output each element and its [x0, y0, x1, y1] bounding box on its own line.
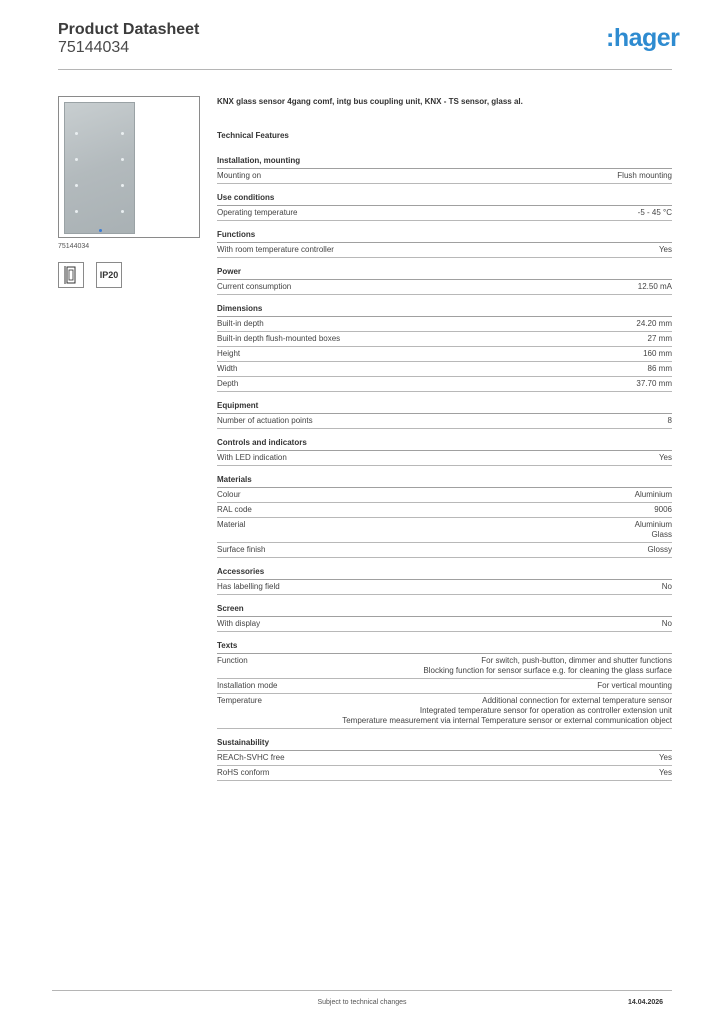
- feature-values: [257, 520, 672, 540]
- footer-date: 14.04.2026: [628, 999, 664, 1006]
- feature-value: 160 mm: [643, 349, 672, 358]
- hager-logo: [592, 24, 680, 56]
- feature-values: [297, 753, 672, 763]
- feature-values: [289, 681, 672, 691]
- product-image: [58, 96, 200, 238]
- feature-section: [217, 438, 672, 466]
- feature-row: [217, 543, 672, 558]
- feature-value: 37.70 mm: [636, 379, 672, 388]
- feature-section: [217, 230, 672, 258]
- feature-values: [346, 245, 672, 255]
- feature-values: [260, 656, 672, 676]
- feature-value: Integrated temperature sensor for operation as controller extension unit: [419, 706, 672, 715]
- feature-section: [217, 401, 672, 429]
- feature-label: Built-in depth flush-mounted boxes: [217, 334, 341, 343]
- product-description: KNX glass sensor 4gang comf, intg bus coupling unit, KNX - TS sensor, glass al.: [217, 97, 523, 106]
- feature-label: Width: [217, 364, 238, 373]
- feature-row: [217, 679, 672, 694]
- section-title: Screen: [217, 604, 672, 617]
- footer-note: Subject to technical changes: [317, 999, 407, 1006]
- feature-row: [217, 332, 672, 347]
- feature-row: [217, 488, 672, 503]
- feature-section: [217, 267, 672, 295]
- header-divider: [58, 69, 672, 70]
- section-title: Use conditions: [217, 193, 672, 206]
- feature-label: Temperature: [217, 696, 262, 705]
- feature-row: [217, 169, 672, 184]
- section-title: Accessories: [217, 567, 672, 580]
- section-title: Installation, mounting: [217, 156, 672, 169]
- feature-row: [217, 377, 672, 392]
- feature-value: For switch, push-button, dimmer and shutter functions: [481, 656, 672, 665]
- product-code: 75144034: [58, 39, 130, 56]
- feature-label: Material: [217, 520, 246, 529]
- feature-values: [281, 768, 672, 778]
- feature-value: No: [661, 619, 672, 628]
- feature-row: [217, 580, 672, 595]
- ip-rating-icon: IP20: [96, 262, 122, 288]
- feature-value: Aluminium: [634, 490, 672, 499]
- feature-value: Blocking function for sensor surface e.g. for cleaning the glass surface: [423, 666, 672, 675]
- feature-section: [217, 567, 672, 595]
- feature-value: 24.20 mm: [636, 319, 672, 328]
- feature-label: With room temperature controller: [217, 245, 334, 254]
- feature-value: Aluminium: [634, 520, 672, 529]
- feature-value: 8: [667, 416, 672, 425]
- feature-value: Temperature measurement via internal Temperature sensor or external communication object: [342, 716, 672, 725]
- feature-section: [217, 475, 672, 558]
- feature-values: [303, 282, 672, 292]
- feature-values: [325, 416, 672, 426]
- feature-row: [217, 503, 672, 518]
- feature-values: [274, 696, 672, 726]
- touch-point-dot: [121, 184, 124, 187]
- feature-section: [217, 193, 672, 221]
- section-title: Power: [217, 267, 672, 280]
- feature-value: Additional connection for external temperature sensor: [482, 696, 672, 705]
- section-title: Controls and indicators: [217, 438, 672, 451]
- feature-row: [217, 766, 672, 781]
- feature-row: [217, 243, 672, 258]
- feature-section: [217, 604, 672, 632]
- feature-section: [217, 738, 672, 781]
- feature-row: [217, 451, 672, 466]
- feature-label: With LED indication: [217, 453, 287, 462]
- feature-values: [299, 453, 672, 463]
- touch-point-dot: [75, 158, 78, 161]
- feature-values: [276, 319, 672, 329]
- feature-row: [217, 362, 672, 377]
- feature-value: No: [661, 582, 672, 591]
- feature-value: Yes: [658, 453, 672, 462]
- technical-features-list: [217, 156, 672, 790]
- feature-value: 86 mm: [647, 364, 672, 373]
- feature-value: 27 mm: [647, 334, 672, 343]
- feature-label: Surface finish: [217, 545, 266, 554]
- feature-row: [217, 317, 672, 332]
- section-title: Functions: [217, 230, 672, 243]
- feature-values: [249, 364, 672, 374]
- feature-label: Operating temperature: [217, 208, 298, 217]
- feature-value: Flush mounting: [617, 171, 672, 180]
- feature-value: Yes: [658, 768, 672, 777]
- feature-values: [253, 490, 672, 500]
- feature-row: [217, 654, 672, 679]
- feature-value: Glossy: [647, 545, 672, 554]
- section-title: Texts: [217, 641, 672, 654]
- feature-label: With display: [217, 619, 261, 628]
- touch-point-dot: [121, 210, 124, 213]
- features-heading: Technical Features: [217, 131, 289, 140]
- feature-row: [217, 694, 672, 729]
- logo-text: :hager: [606, 24, 680, 52]
- feature-values: [310, 208, 673, 218]
- feature-label: Height: [217, 349, 241, 358]
- feature-section: [217, 641, 672, 729]
- feature-section: [217, 304, 672, 392]
- feature-values: [272, 619, 672, 629]
- section-title: Sustainability: [217, 738, 672, 751]
- glass-sensor-panel: [64, 102, 135, 234]
- feature-row: [217, 751, 672, 766]
- feature-label: Mounting on: [217, 171, 262, 180]
- feature-label: Number of actuation points: [217, 416, 313, 425]
- feature-label: Current consumption: [217, 282, 292, 291]
- touch-point-dot: [75, 184, 78, 187]
- feature-value: Yes: [658, 753, 672, 762]
- feature-label: REACh-SVHC free: [217, 753, 285, 762]
- feature-value: For vertical mounting: [597, 681, 672, 690]
- section-title: Equipment: [217, 401, 672, 414]
- touch-point-dot: [121, 132, 124, 135]
- feature-row: [217, 206, 672, 221]
- touch-point-dot: [121, 158, 124, 161]
- feature-label: Built-in depth: [217, 319, 264, 328]
- feature-row: [217, 414, 672, 429]
- feature-row: [217, 347, 672, 362]
- feature-values: [352, 334, 672, 344]
- feature-value: 12.50 mA: [637, 282, 672, 291]
- feature-row: [217, 518, 672, 543]
- footer-divider: [52, 990, 672, 991]
- feature-row: [217, 617, 672, 632]
- touch-point-dot: [75, 210, 78, 213]
- feature-values: [264, 505, 672, 515]
- feature-label: Has labelling field: [217, 582, 280, 591]
- page-title: Product Datasheet: [58, 21, 200, 38]
- feature-label: RAL code: [217, 505, 252, 514]
- feature-values: [273, 171, 672, 181]
- flush-mount-icon: [58, 262, 84, 288]
- section-title: Materials: [217, 475, 672, 488]
- feature-value: Glass: [651, 530, 672, 539]
- feature-values: [292, 582, 672, 592]
- feature-values: [277, 545, 672, 555]
- feature-label: Depth: [217, 379, 239, 388]
- feature-row: [217, 280, 672, 295]
- feature-label: Function: [217, 656, 248, 665]
- touch-point-dot: [75, 132, 78, 135]
- section-title: Dimensions: [217, 304, 672, 317]
- feature-value: -5 - 45 °C: [637, 208, 672, 217]
- feature-section: [217, 156, 672, 184]
- feature-value: 9006: [654, 505, 672, 514]
- feature-values: [252, 349, 672, 359]
- feature-label: RoHS conform: [217, 768, 270, 777]
- feature-label: Installation mode: [217, 681, 278, 690]
- feature-value: Yes: [658, 245, 672, 254]
- feature-values: [250, 379, 672, 389]
- image-caption: 75144034: [58, 243, 90, 250]
- feature-label: Colour: [217, 490, 241, 499]
- status-led: [99, 229, 102, 232]
